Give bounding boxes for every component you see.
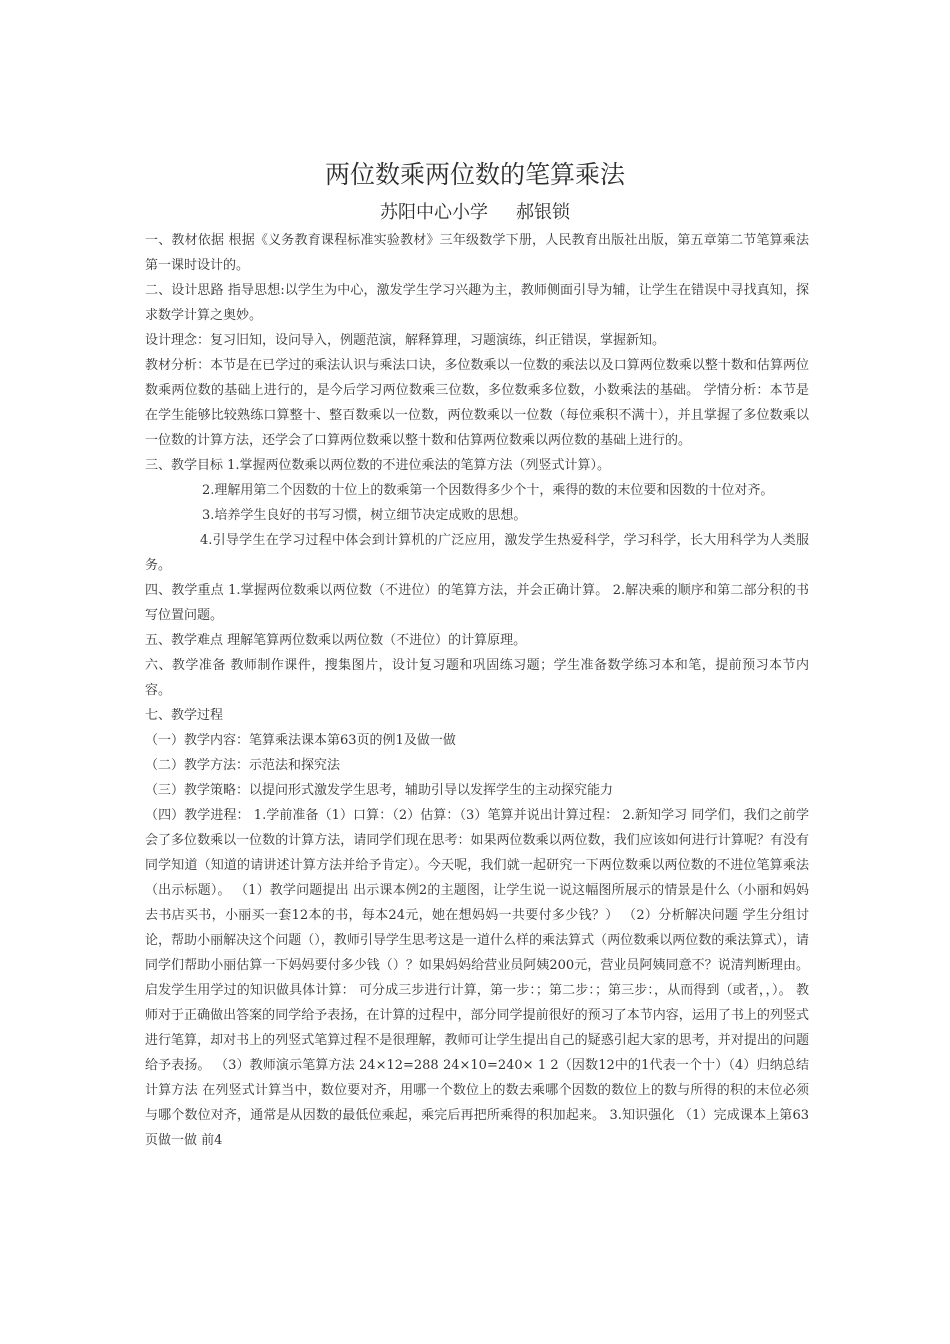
paragraph-design-idea: 二、设计思路 指导思想:以学生为中心，激发学生学习兴趣为主，教师侧面引导为辅，让学生在错误中寻找真知，探求数学计算之奥妙。 [145,283,809,323]
paragraph-process-heading: 七、教学过程 [145,708,224,723]
paragraph-goal-2: 2.理解用第二个因数的十位上的数乘第一个因数得多少个十，乘得的数的末位要和因数的十位对齐。 [202,483,774,498]
paragraph-progress: （四）教学进程： 1.学前准备（1）口算：（2）估算：（3）笔算并说出计算过程： 2.新知学习 同学们，我们之前学会了多位数乘以一位数的计算方法，请同学们现在思考：如果两位数乘以两位数，我们应该如何进行计算呢？有没有同学知道（知道的请讲述计算方法并给予肯定）。今天呢，我们就一起研究一下两位数乘以两位数的不进位笔算乘法（出示标题）。 （1）教学问题提出 出示课本例2的主题图，让学生说一说这幅图所展示的情景是什么（小丽和妈妈去书店买书，小丽买一套12本的书，每本24元，她在想妈妈一共要付多少钱？） （2）分析解决问题 学生分组讨论，帮助小丽解决这个问题（），教师引导学生思考这是一道什么样的乘法算式（两位数乘以两位数的乘法算式），请同学们帮助小丽估算一下妈妈要付多少钱（）？如果妈妈给营业员阿姨200元，营业员阿姨同意不？说清判断理由。启发学生用学过的知识做具体计算： 可分成三步进行计算，第一步：；第二步：；第三步：，从而得到（或者，，）。 教师对于正确做出答案的同学给予表扬，在计算的过程中，部分同学提前很好的预习了本节内容，运用了书上的列竖式进行笔算，却对书上的列竖式笔算过程不是很理解，教师可让学生提出自己的疑惑引起大家的思考，并对提出的问题给予表扬。 （3）教师演示笔算方法 24×12=288 24×10=240× 1 2（因数12中的1代表一个十）（4）归纳总结计算方法 在列竖式计算当中，数位要对齐，用哪一个数位上的数去乘哪个因数的数位上的数与所得的积的末位必须与哪个数位对齐，通常是从因数的最低位乘起，乘完后再把所乘得的积加起来。 3.知识强化 （1）完成课本上第63页做一做 前4 [145,808,809,1148]
paragraph-difficulty: 五、教学难点 理解笔算两位数乘以两位数（不进位）的计算原理。 [145,633,527,648]
school-name: 苏阳中心小学 [380,202,488,223]
paragraph-goal-1: 三、教学目标 1.掌握两位数乘以两位数的不进位乘法的笔算方法（列竖式计算）。 [145,458,611,473]
paragraph-textbook-basis: 一、教材依据 根据《义务教育课程标准实验教材》三年级数学下册，人民教育出版社出版，第五章第二节笔算乘法第一课时设计的。 [145,233,809,273]
paragraph-goal-3: 3.培养学生良好的书写习惯，树立细节决定成败的思想。 [202,508,527,523]
paragraph-method: （二）教学方法：示范法和探究法 [145,758,341,773]
paragraph-analysis: 教材分析：本节是在已学过的乘法认识与乘法口诀，多位数乘以一位数的乘法以及口算两位数乘以整十数和估算两位数乘两位数的基础上进行的，是今后学习两位数乘三位数，多位数乘多位数，小数乘法的基础。 学情分析：本节是在学生能够比较熟练口算整十、整百数乘以一位数，两位数乘以一位数（每位乘积不满十），并且掌握了多位数乘以一位数的计算方法，还学会了口算两位数乘以整十数和估算两位数乘以两位数的基础上进行的。 [145,358,809,448]
author-name: 郝银锁 [516,202,570,223]
paragraph-design-concept: 设计理念：复习旧知，设问导入，例题范演，解释算理，习题演练，纠正错误，掌握新知。 [145,333,666,348]
document-title: 两位数乘两位数的笔算乘法 [324,160,625,189]
paragraph-strategy: （三）教学策略：以提问形式激发学生思考，辅助引导以发挥学生的主动探究能力 [145,783,614,798]
paragraph-goal-4: 4.引导学生在学习过程中体会到计算机的广泛应用，激发学生热爱科学，学习科学，长大用科学为人类服务。 [145,533,809,573]
document-body [145,228,809,1153]
document-byline [0,200,950,226]
paragraph-content: （一）教学内容：笔算乘法课本第63页的例1及做一做 [145,733,456,748]
paragraph-key-points: 四、教学重点 1.掌握两位数乘以两位数（不进位）的笔算方法，并会正确计算。 2.解决乘的顺序和第二部分积的书写位置问题。 [145,583,809,623]
paragraph-preparation: 六、教学准备 教师制作课件，搜集图片，设计复习题和巩固练习题；学生准备数学练习本和笔，提前预习本节内容。 [145,658,809,698]
